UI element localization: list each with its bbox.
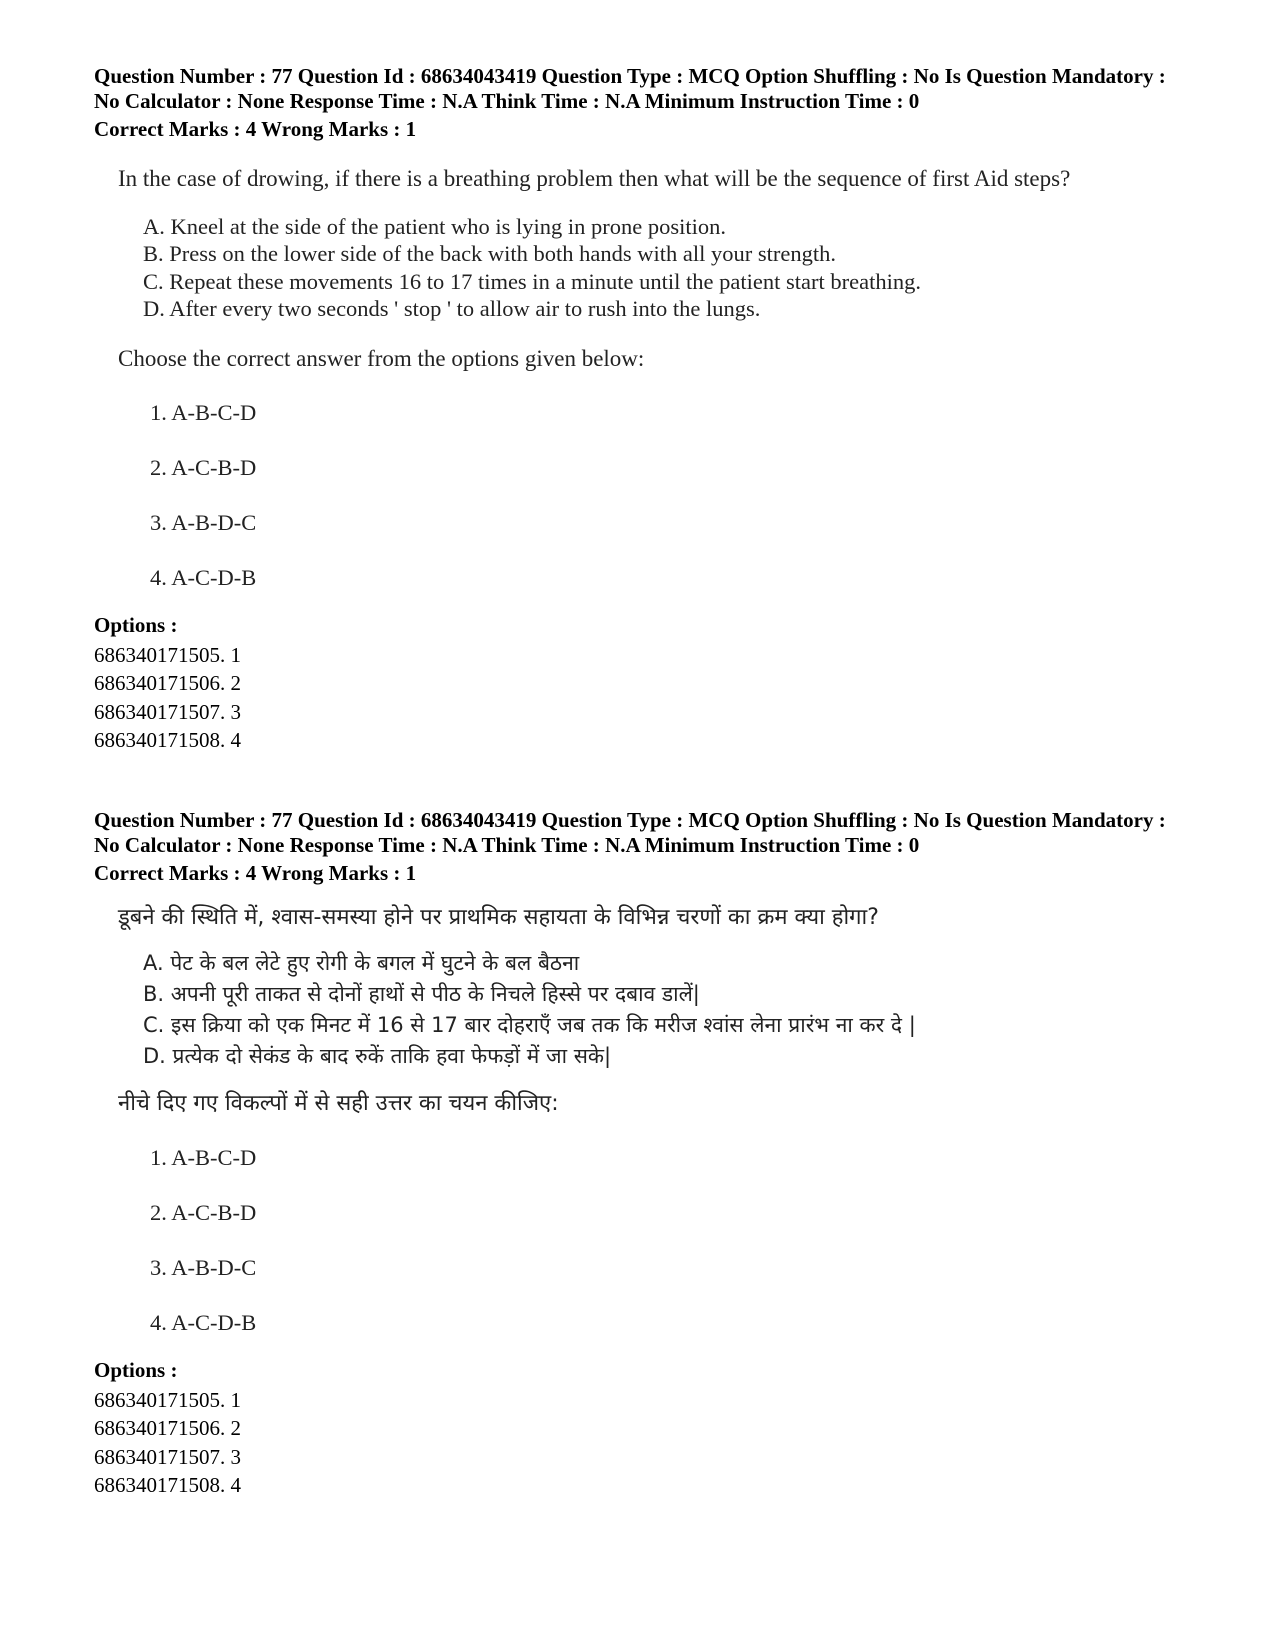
statement-item: C. इस क्रिया को एक मिनट में 16 से 17 बार दोहराएँ जब तक कि मरीज श्वांस लेना प्रारंभ ना कर दे | (143, 1012, 916, 1037)
option-id-item: 686340171507. 3 (94, 1444, 241, 1469)
options-heading: Options : (94, 612, 178, 637)
statement-item: B. अपनी पूरी ताकत से दोनों हाथों से पीठ के निचले हिस्से पर दबाव डालें| (143, 981, 700, 1006)
option-id-item: 686340171507. 3 (94, 699, 241, 724)
answer-choice: 3. A-B-D-C (150, 1254, 257, 1280)
question-text: In the case of drowing, if there is a breathing problem then what will be the sequence of first Aid steps? (118, 165, 1071, 191)
statement-list (143, 213, 1214, 323)
question-marks: Correct Marks : 4 Wrong Marks : 1 (94, 117, 417, 141)
statement-list (143, 948, 1214, 1072)
answer-choice-list (150, 1144, 1214, 1336)
question-meta (94, 808, 1214, 857)
choose-instruction: नीचे दिए गए विकल्पों में से सही उत्तर का चयन कीजिए: (118, 1090, 559, 1116)
question-meta-line-1: Question Number : 77 Question Id : 68634043419 Question Type : MCQ Option Shuffling : No Is Question Mandatory : (94, 64, 1166, 88)
statement-item: B. Press on the lower side of the back with both hands with all your strength. (143, 241, 837, 266)
question-meta (94, 64, 1214, 113)
question-text: डूबने की स्थिति में, श्वास-समस्या होने पर प्राथमिक सहायता के विभिन्न चरणों का क्रम क्या होगा? (118, 904, 879, 930)
options-heading: Options : (94, 1357, 178, 1382)
statement-item: A. Kneel at the side of the patient who is lying in prone position. (143, 213, 727, 239)
statement-item: C. Repeat these movements 16 to 17 times in a minute until the patient start breathing. (143, 268, 921, 294)
option-id-item: 686340171508. 4 (94, 1473, 241, 1497)
question-block-english (94, 64, 1214, 755)
question-meta-line-2: No Calculator : None Response Time : N.A Think Time : N.A Minimum Instruction Time : 0 (94, 832, 920, 857)
statement-item: D. After every two seconds ' stop ' to allow air to rush into the lungs. (143, 296, 761, 321)
option-id-item: 686340171505. 1 (94, 642, 241, 667)
option-id-item: 686340171506. 2 (94, 671, 241, 695)
question-image-area (118, 165, 1214, 591)
question-image-area (118, 904, 1214, 1336)
answer-choice: 4. A-C-D-B (150, 1309, 257, 1335)
option-id-item: 686340171505. 1 (94, 1387, 241, 1412)
question-meta-line-1: Question Number : 77 Question Id : 68634043419 Question Type : MCQ Option Shuffling : No Is Question Mandatory : (94, 808, 1166, 832)
question-meta-line-2: No Calculator : None Response Time : N.A Think Time : N.A Minimum Instruction Time : 0 (94, 88, 920, 113)
option-id-list (94, 1386, 1214, 1500)
statement-item: A. पेट के बल लेटे हुए रोगी के बगल में घुटने के बल बैठना (143, 950, 580, 975)
question-marks: Correct Marks : 4 Wrong Marks : 1 (94, 861, 417, 885)
option-id-item: 686340171508. 4 (94, 728, 241, 752)
option-id-list (94, 641, 1214, 755)
answer-choice-list (150, 399, 1214, 591)
answer-choice: 2. A-C-B-D (150, 1199, 257, 1225)
question-block-hindi (94, 808, 1214, 1500)
answer-choice: 1. A-B-C-D (150, 399, 257, 425)
answer-choice: 1. A-B-C-D (150, 1144, 257, 1170)
statement-item: D. प्रत्येक दो सेकंड के बाद रुकें ताकि हवा फेफड़ों में जा सके| (143, 1043, 612, 1068)
answer-choice: 3. A-B-D-C (150, 509, 257, 535)
choose-instruction: Choose the correct answer from the options given below: (118, 345, 645, 371)
answer-choice: 4. A-C-D-B (150, 564, 257, 590)
answer-choice: 2. A-C-B-D (150, 454, 257, 480)
option-id-item: 686340171506. 2 (94, 1416, 241, 1440)
